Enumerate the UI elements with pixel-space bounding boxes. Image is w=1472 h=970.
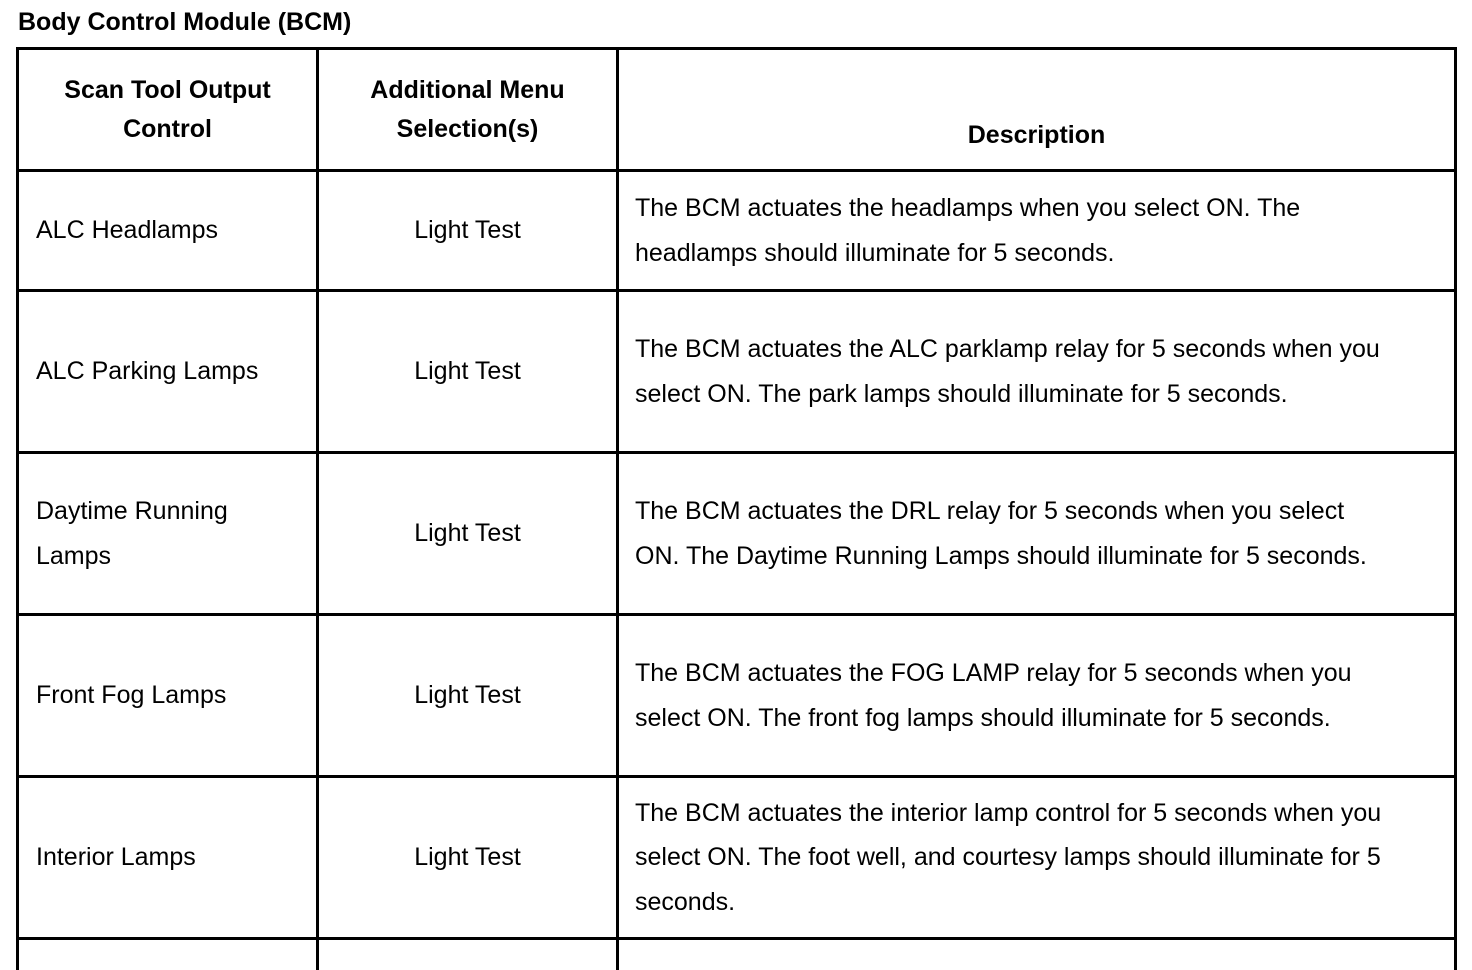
- table-row: [18, 615, 1456, 777]
- row-control-cell: Interior Lamps: [18, 777, 318, 939]
- cut-off-cell: [318, 939, 618, 970]
- table-row-cut-off: [18, 939, 1456, 970]
- table-header-row: [18, 49, 1456, 171]
- row-menu-cell: Light Test: [318, 453, 618, 615]
- table-row: [18, 291, 1456, 453]
- row-control-cell: ALC Headlamps: [18, 171, 318, 291]
- row-menu-cell: Light Test: [318, 171, 618, 291]
- row-description-cell: The BCM actuates the interior lamp control for 5 seconds when you select ON. The foot well, and courtesy lamps should illuminate for 5 seconds.: [618, 777, 1456, 939]
- bcm-output-control-table: [16, 47, 1457, 970]
- cut-off-cell: [618, 939, 1456, 970]
- header-scan-tool-output-control: Scan Tool Output Control: [18, 49, 318, 171]
- document-title: Body Control Module (BCM): [18, 7, 351, 37]
- cut-off-cell: [18, 939, 318, 970]
- table-row: [18, 453, 1456, 615]
- header-description: Description: [618, 49, 1456, 171]
- row-menu-cell: Light Test: [318, 615, 618, 777]
- row-description-cell: The BCM actuates the DRL relay for 5 seconds when you select ON. The Daytime Running Lamps should illuminate for 5 seconds.: [618, 453, 1456, 615]
- table-row: [18, 171, 1456, 291]
- row-menu-cell: Light Test: [318, 777, 618, 939]
- row-description-cell: The BCM actuates the headlamps when you select ON. The headlamps should illuminate for 5 seconds.: [618, 171, 1456, 291]
- table-row: [18, 777, 1456, 939]
- header-additional-menu-selections: Additional Menu Selection(s): [318, 49, 618, 171]
- row-control-cell: Front Fog Lamps: [18, 615, 318, 777]
- row-description-cell: The BCM actuates the ALC parklamp relay for 5 seconds when you select ON. The park lamps should illuminate for 5 seconds.: [618, 291, 1456, 453]
- row-control-cell: Daytime Running Lamps: [18, 453, 318, 615]
- row-description-cell: The BCM actuates the FOG LAMP relay for 5 seconds when you select ON. The front fog lamps should illuminate for 5 seconds.: [618, 615, 1456, 777]
- row-control-cell: ALC Parking Lamps: [18, 291, 318, 453]
- row-menu-cell: Light Test: [318, 291, 618, 453]
